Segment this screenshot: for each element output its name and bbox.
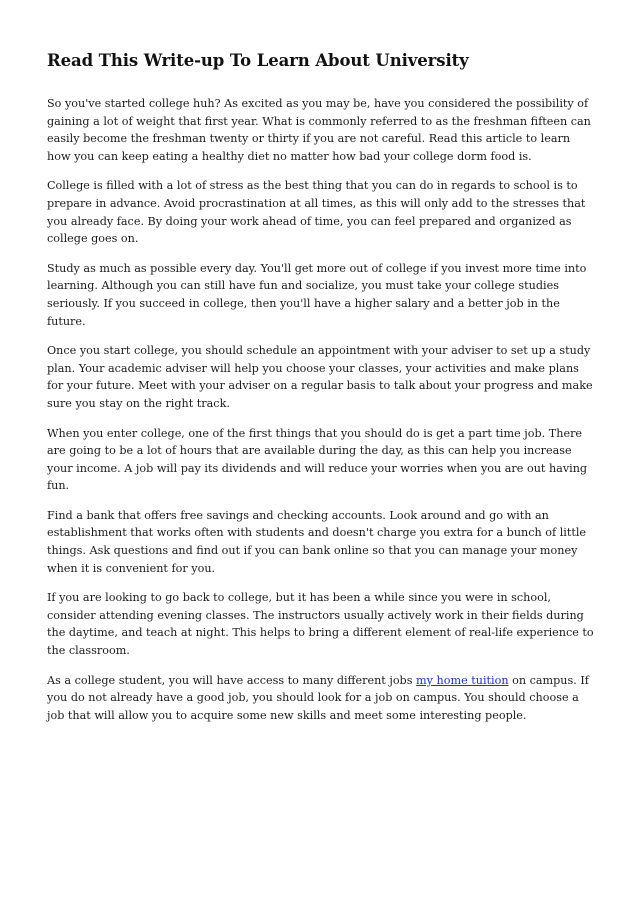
paragraph-4: Once you start college, you should schedule an appointment with your adviser to set up a study plan. Your academic adviser will help you choose your classes, your activities and make plans for your future. Meet with your adviser on a regular basis to talk about your progress and make sure you stay on the right track. xyxy=(47,344,593,410)
paragraph-1: So you've started college huh? As excited as you may be, have you considered the possibility of gaining a lot of weight that first year. What is commonly referred to as the freshman fifteen can easily become the freshman twenty or thirty if you are not careful. Read this article to learn how you can keep eating a healthy diet no matter how bad your college dorm food is. xyxy=(47,97,591,163)
paragraph-7: If you are looking to go back to college, but it has been a while since you were in school, consider attending evening classes. The instructors usually actively work in their fields during the daytime, and teach at night. This helps to bring a different element of real-life experience to the classroom. xyxy=(47,591,594,658)
document-title: Read This Write-up To Learn About University xyxy=(47,51,469,70)
paragraph-8-text-after-link: on campus. If you do not already have a good job, you should look for a job on campus. You should choose a job that will allow you to acquire some new skills and meet some interesting people. xyxy=(47,673,589,722)
paragraph-2: College is filled with a lot of stress as the best thing that you can do in regards to school is to prepare in advance. Avoid procrastination at all times, as this will only add to the stresses that you already face. By doing your work ahead of time, you can feel prepared and organized as college goes on. xyxy=(47,179,586,246)
paragraph-5: When you enter college, one of the first things that you should do is get a part time job. There are going to be a lot of hours that are available during the day, as this can help you increase your income. A job will pay its dividends and will reduce your worries when you are out having fun. xyxy=(47,426,588,493)
paragraph-8-text-before-link: As a college student, you will have access to many different jobs xyxy=(47,673,417,687)
home-tuition-link[interactable]: my home tuition xyxy=(416,673,509,687)
paragraph-8 xyxy=(47,672,595,725)
paragraph-6: Find a bank that offers free savings and checking accounts. Look around and go with an establishment that works often with students and doesn't charge you extra for a bunch of little things. Ask questions and find out if you can bank online so that you can manage your money when it is convenient for you. xyxy=(47,508,587,575)
paragraph-3: Study as much as possible every day. You'll get more out of college if you invest more time into learning. Although you can still have fun and socialize, you must take your college studies seriously. If you succeed in college, then you'll have a higher salary and a better job in the future. xyxy=(47,261,587,328)
document-page xyxy=(47,50,595,736)
